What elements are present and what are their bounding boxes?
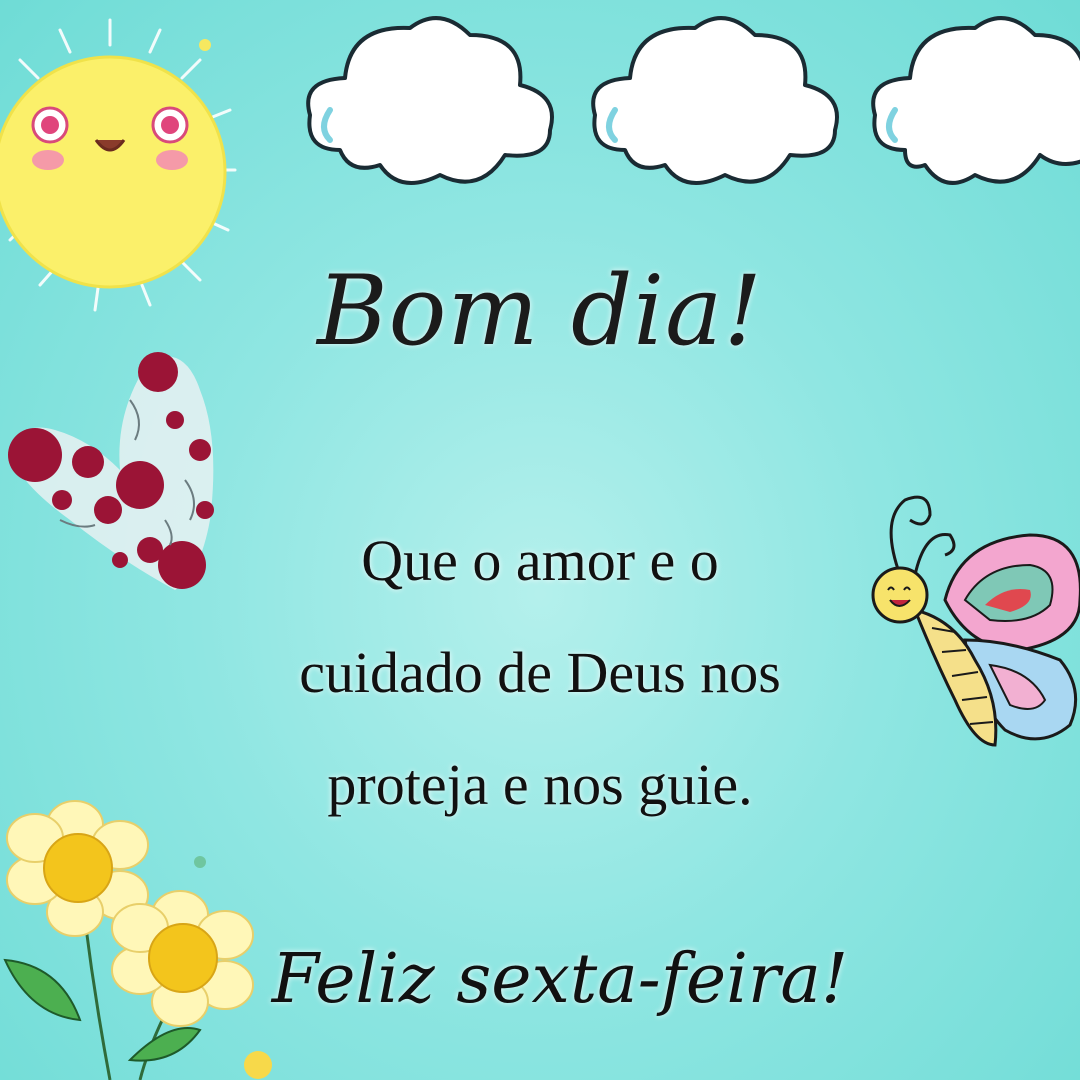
cloud-icon: [308, 18, 552, 183]
cloud-icon: [873, 18, 1080, 183]
message-line: cuidado de Deus nos: [299, 640, 781, 705]
cloud-icon: [593, 18, 837, 183]
greeting-footer: Feliz sexta-feira!: [271, 940, 849, 1019]
greeting-message: [180, 505, 900, 841]
message-line: proteja e nos guie.: [327, 752, 753, 817]
message-line: Que o amor e o: [361, 528, 719, 593]
butterfly-icon: [873, 497, 1080, 745]
greeting-title: Bom dia!: [317, 255, 763, 367]
